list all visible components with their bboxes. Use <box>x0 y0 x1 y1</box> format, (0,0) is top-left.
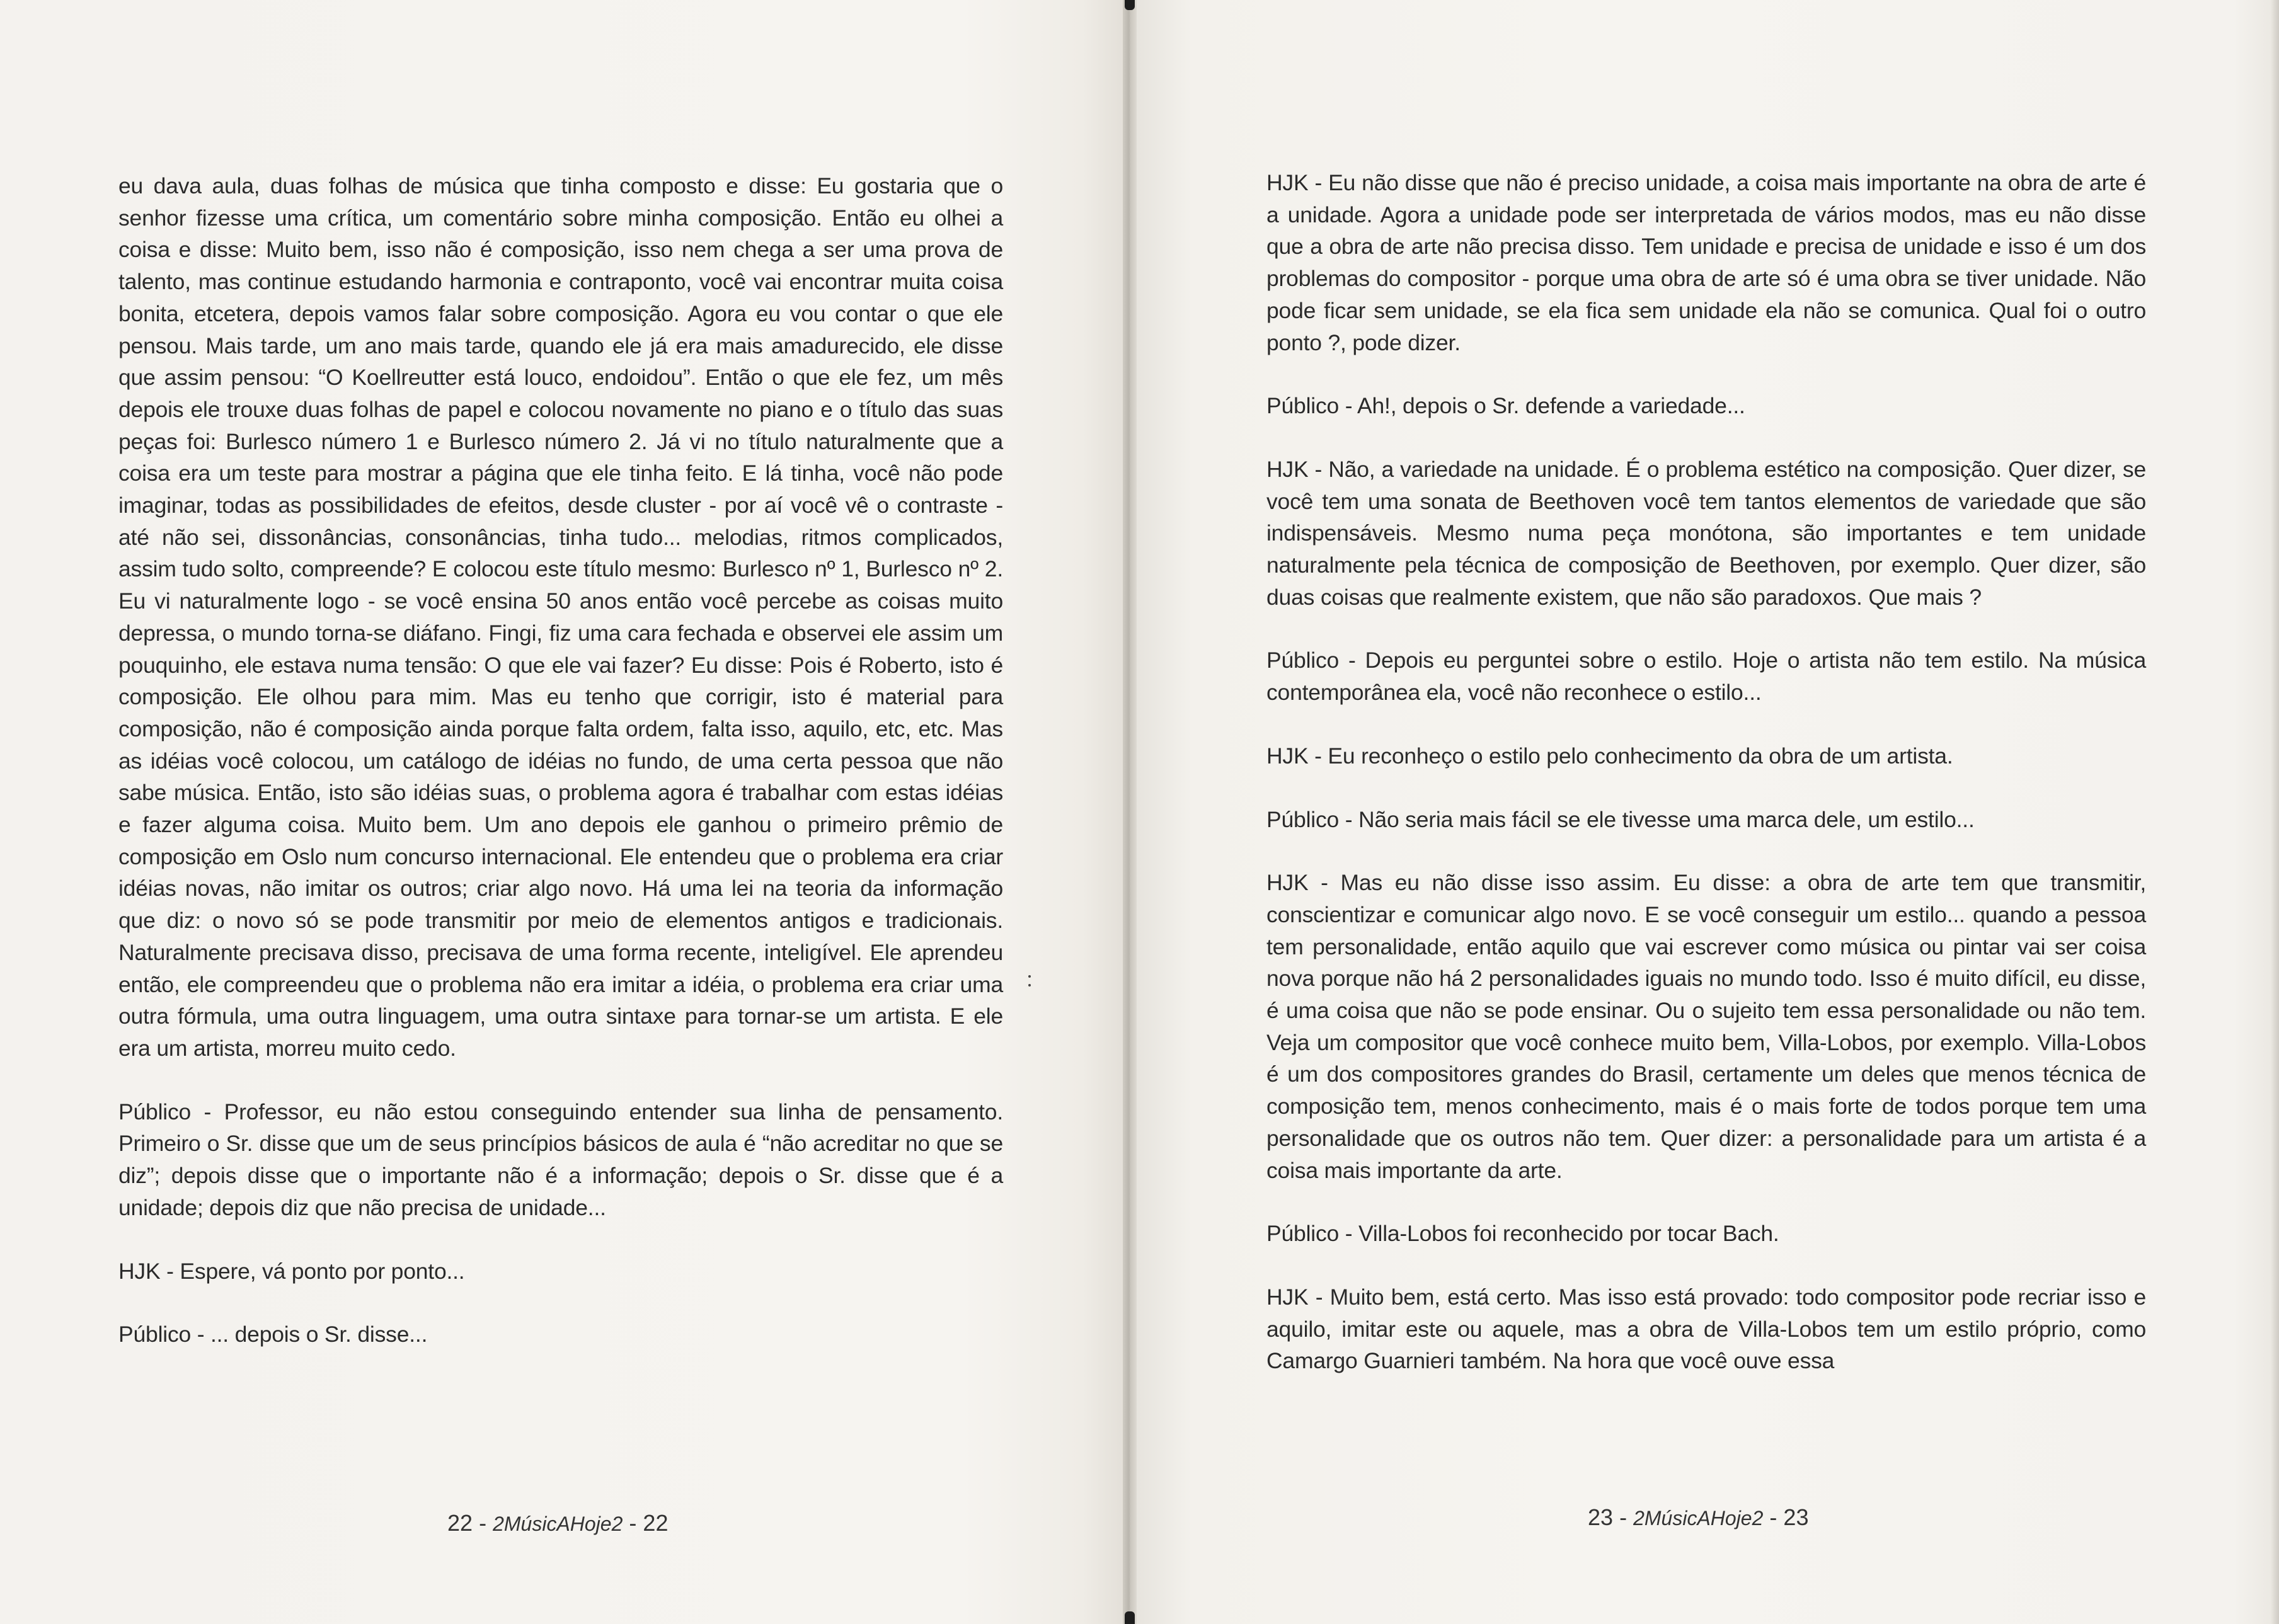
page-number-left <box>447 1510 668 1536</box>
paragraph-left-2: Público - Professor, eu não estou conseguindo entender sua linha de pensamento. Primeiro o Sr. disse que um de seus princípios básicos de aula é “não acreditar no que se diz”; depois disse que o importante não é a informação; depois o Sr. disse que é a unidade; depois diz que não precisa de unidade... <box>118 1099 1003 1220</box>
binding-mark-top <box>1125 0 1135 10</box>
page-number-left-brand: 2MúsicAHoje2 <box>493 1512 623 1535</box>
right-page <box>1134 0 2279 1624</box>
page-number-right <box>1588 1504 1808 1531</box>
book-gutter <box>1123 0 1137 1624</box>
paragraph-right-9: HJK - Muito bem, está certo. Mas isso está provado: todo compositor pode recriar isso e aquilo, imitar este ou aquele, mas a obra de Villa-Lobos tem um estilo próprio, como Camargo Guarnieri também. Na hora que você ouve essa <box>1266 1284 2146 1374</box>
page-number-left-sep2: - <box>629 1510 637 1536</box>
paragraph-right-3: HJK - Não, a variedade na unidade. É o problema estético na composição. Quer dizer, se você tem uma sonata de Beethoven você tem tantos elementos de variedade que são indispensáveis. Mesmo numa peça monótona, são importantes e tem unidade naturalmente pela técnica de composição de Beethoven, por exemplo. Quer dizer, são duas coisas que realmente existem, que não são paradoxos. Que mais ? <box>1266 456 2146 610</box>
page-edge <box>2270 0 2279 1624</box>
page-number-left-start: 22 <box>447 1510 473 1536</box>
page-number-right-end: 23 <box>1783 1504 1809 1530</box>
paragraph-left-1: eu dava aula, duas folhas de música que tinha composto e disse: Eu gostaria que o senhor fizesse uma crítica, um comentário sobre minha composição. Então eu olhei a coisa e disse: Muito bem, isso não é composição, isso nem chega a ser uma prova de talento, mas continue estudando harmonia e contraponto, você vai encontrar muita coisa bonita, etcetera, depois vamos falar sobre composição. Agora eu vou contar o que ele pensou. Mais tarde, um ano mais tarde, quando ele já era mais amadurecido, ele disse que assim pensou: “O Koellreutter está louco, endoidou”. Então o que ele fez, um mês depois ele trouxe duas folhas de papel e colocou novamente no piano e o título das suas peças foi: Burlesco número 1 e Burlesco número 2. Já vi no título naturalmente que a coisa era um teste para mostrar a página que ele tinha feito. E lá tinha, você não pode imaginar, todas as possibilidades de efeitos, desde cluster - por aí você vê o contraste - até não sei, dissonâncias, consonâncias, tinha tudo... melodias, ritmos complicados, assim tudo solto, compreende? E colocou este título mesmo: Burlesco nº 1, Burlesco nº 2. Eu vi naturalmente logo - se você ensina 50 anos então você percebe as coisas muito depressa, o mundo torna-se diáfano. Fingi, fiz uma cara fechada e observei ele assim um pouquinho, ele estava numa tensão: O que ele vai fazer? Eu disse: Pois é Roberto, isto é composição. Ele olhou para mim. Mas eu tenho que corrigir, isto é material para composição, não é composição ainda porque falta ordem, falta isso, aquilo, etc, etc. Mas as idéias você colocou, um catálogo de idéias no fundo, de uma certa pessoa que não sabe música. Então, isto são idéias suas, o problema agora é trabalhar com estas idéias e fazer alguma coisa. Muito bem. Um ano depois ele ganhou o primeiro prêmio de composição em Oslo num concurso internacional. Ele entendeu que o problema era criar idéias novas, não imitar os outros; criar algo novo. Há uma lei na teoria da informação que diz: o novo só se pode transmitir por meio de elementos antigos e tradicionais. Naturalmente precisava disso, precisava de uma forma recente, inteligível. Ele aprendeu então, ele compreendeu que o problema não era imitar a idéia, o problema era criar uma outra fórmula, uma outra linguagem, uma outra sintaxe para tornar-se um artista. E ele era um artista, morreu muito cedo. <box>118 173 1003 1061</box>
page-number-right-brand: 2MúsicAHoje2 <box>1633 1507 1764 1530</box>
paragraph-left-3: HJK - Espere, vá ponto por ponto... <box>118 1258 465 1284</box>
page-number-left-sep1: - <box>479 1510 487 1536</box>
page-number-left-end: 22 <box>643 1510 669 1536</box>
paragraph-right-5: HJK - Eu reconheço o estilo pelo conhecimento da obra de um artista. <box>1266 743 1953 769</box>
paper-speck <box>1028 975 1031 978</box>
left-page <box>0 0 1128 1624</box>
paragraph-right-1: HJK - Eu não disse que não é preciso unidade, a coisa mais importante na obra de arte é a unidade. Agora a unidade pode ser interpretada de vários modos, mas eu não disse que a obra de arte não precisa disso. Tem unidade e precisa de unidade e isso é um dos problemas do compositor - porque uma obra de arte só é uma obra se tiver unidade. Não pode ficar sem unidade, se ela fica sem unidade ela não se comunica. Qual foi o outro ponto ?, pode dizer. <box>1266 170 2146 355</box>
paper-speck <box>1028 984 1031 986</box>
page-number-right-sep2: - <box>1769 1504 1777 1530</box>
page-number-right-sep1: - <box>1619 1504 1627 1530</box>
page-number-right-start: 23 <box>1588 1504 1614 1530</box>
left-page-text <box>118 170 1003 1351</box>
paragraph-right-4: Público - Depois eu perguntei sobre o estilo. Hoje o artista não tem estilo. Na música contemporânea ela, você não reconhece o estilo... <box>1266 648 2146 706</box>
binding-mark-bottom <box>1125 1611 1135 1624</box>
paragraph-right-2: Público - Ah!, depois o Sr. defende a variedade... <box>1266 393 1745 419</box>
paragraph-right-6: Público - Não seria mais fácil se ele tivesse uma marca dele, um estilo... <box>1266 806 1975 832</box>
paragraph-left-4: Público - ... depois o Sr. disse... <box>118 1322 428 1347</box>
right-page-text <box>1266 167 2146 1377</box>
paragraph-right-8: Público - Villa-Lobos foi reconhecido por tocar Bach. <box>1266 1221 1779 1247</box>
paragraph-right-7: HJK - Mas eu não disse isso assim. Eu disse: a obra de arte tem que transmitir, conscientizar e comunicar algo novo. E se você conseguir um estilo... quando a pessoa tem personalidade, então aquilo que vai escrever como música ou pintar vai ser coisa nova porque não há 2 personalidades iguais no mundo todo. Isso é muito difícil, eu disse, é uma coisa que não se pode ensinar. Ou o sujeito tem essa personalidade ou não tem. Veja um compositor que você conhece muito bem, Villa-Lobos, por exemplo. Villa-Lobos é um dos compositores grandes do Brasil, certamente um deles que menos técnica de composição tem, menos conhecimento, mais é o mais forte de todos porque tem uma personalidade que os outros não tem. Quer dizer: a personalidade para um artista é a coisa mais importante da arte. <box>1266 870 2146 1183</box>
